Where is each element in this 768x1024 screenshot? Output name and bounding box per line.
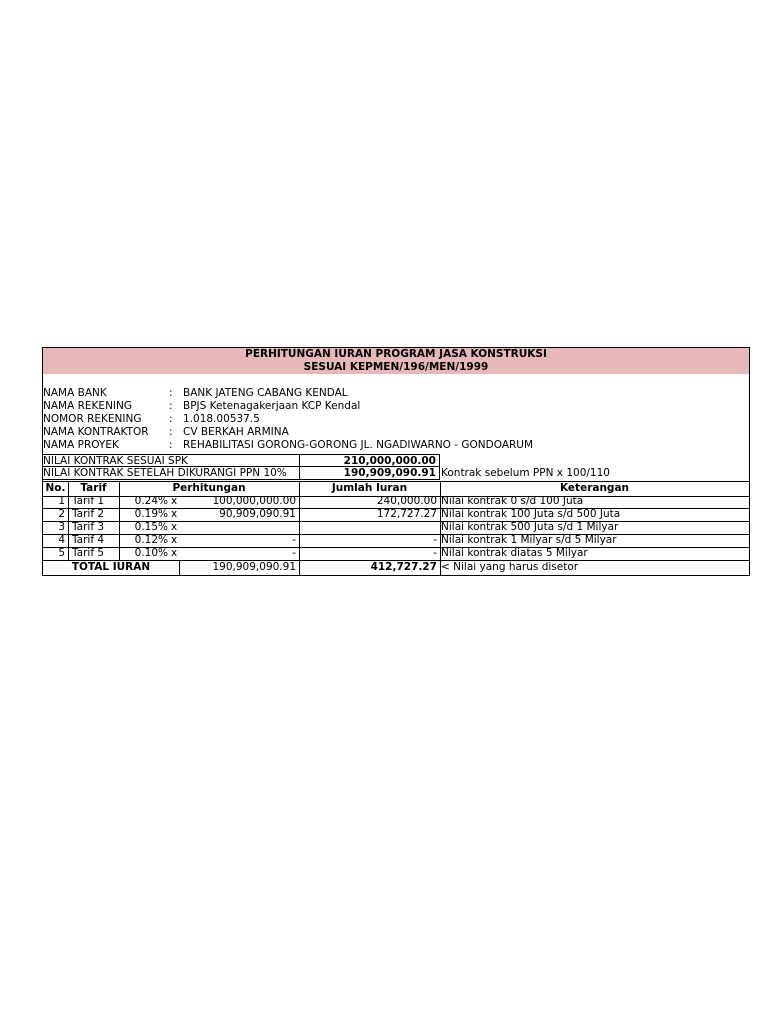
info-label: NAMA KONTRAKTOR — [43, 426, 149, 438]
header-no: No. — [45, 482, 66, 494]
info-label: NOMOR REKENING — [43, 413, 142, 425]
info-colon: : — [169, 426, 173, 438]
row-jumlah: - — [433, 547, 437, 559]
total-jumlah: 412,727.27 — [370, 561, 437, 573]
total-base: 190,909,090.91 — [212, 561, 296, 573]
row-pct: 0.12% — [134, 534, 168, 546]
info-value: 1.018.00537.5 — [183, 413, 260, 425]
info-colon: : — [169, 439, 173, 451]
row-tarif: Tarif 1 — [72, 495, 105, 507]
row-no: 5 — [58, 547, 65, 559]
row-tarif: Tarif 5 — [72, 547, 105, 559]
contract-net-row — [43, 467, 749, 480]
total-row — [43, 561, 749, 574]
row-tarif: Tarif 4 — [72, 534, 105, 546]
row-jumlah: 240,000.00 — [376, 495, 437, 507]
row-no: 3 — [58, 521, 65, 533]
row-keterangan: Nilai kontrak 100 Juta s/d 500 Juta — [441, 508, 621, 520]
title-line-2: SESUAI KEPMEN/196/MEN/1999 — [303, 361, 489, 373]
row-x: x — [171, 508, 178, 520]
total-keterangan: < Nilai yang harus disetor — [441, 561, 579, 573]
contract-spk-row — [43, 454, 749, 467]
row-pct: 0.24% — [134, 495, 168, 507]
info-value: REHABILITASI GORONG-GORONG JL. NGADIWARNO - GONDOARUM — [183, 439, 534, 451]
row-pct: 0.10% — [134, 547, 168, 559]
contract-spk-label: NILAI KONTRAK SESUAI SPK — [43, 454, 299, 467]
row-pct: 0.15% — [134, 521, 168, 533]
header-keterangan: Keterangan — [559, 482, 630, 494]
row-pct: 0.19% — [134, 508, 168, 520]
header-perhitungan: Perhitungan — [172, 482, 246, 494]
row-jumlah — [299, 521, 440, 534]
info-value: BANK JATENG CABANG KENDAL — [183, 387, 348, 399]
table-row — [43, 508, 749, 522]
contract-net-label: NILAI KONTRAK SETELAH DIKURANGI PPN 10% — [43, 467, 299, 480]
info-colon: : — [169, 400, 173, 412]
info-colon: : — [169, 387, 173, 399]
info-value: BPJS Ketenagakerjaan KCP Kendal — [183, 400, 361, 412]
row-base: - — [292, 547, 296, 559]
title-line-1: PERHITUNGAN IURAN PROGRAM JASA KONSTRUKSI — [245, 348, 547, 360]
info-row-nomor — [43, 413, 749, 426]
row-base: 100,000,000.00 — [212, 495, 296, 507]
row-no: 2 — [58, 508, 65, 520]
info-label: NAMA BANK — [43, 387, 107, 399]
table-row — [43, 534, 749, 548]
row-jumlah: 172,727.27 — [376, 508, 437, 520]
row-x: x — [171, 534, 178, 546]
grid-line — [179, 561, 180, 575]
table-row — [43, 521, 749, 535]
header-tarif: Tarif — [80, 482, 107, 494]
row-base — [183, 521, 299, 534]
table-row — [43, 495, 749, 509]
info-colon: : — [169, 413, 173, 425]
grid-line — [68, 481, 69, 561]
row-keterangan: Nilai kontrak diatas 5 Milyar — [441, 547, 588, 559]
contract-net-note: Kontrak sebelum PPN x 100/110 — [441, 467, 610, 479]
info-label: NAMA PROYEK — [43, 439, 119, 451]
row-jumlah: - — [433, 534, 437, 546]
info-value: CV BERKAH ARMINA — [183, 426, 289, 438]
row-no: 1 — [58, 495, 65, 507]
row-base: 90,909,090.91 — [219, 508, 296, 520]
table-row — [43, 547, 749, 561]
contract-net-value: 190,909,090.91 — [299, 467, 440, 480]
title-band — [43, 348, 749, 374]
row-keterangan: Nilai kontrak 0 s/d 100 Juta — [441, 495, 584, 507]
header-jumlah: Jumlah Iuran — [331, 482, 408, 494]
row-base: - — [292, 534, 296, 546]
info-row-rekening — [43, 400, 749, 413]
row-x: x — [171, 495, 178, 507]
row-tarif: Tarif 2 — [72, 508, 105, 520]
row-no: 4 — [58, 534, 65, 546]
grid-line — [440, 481, 441, 575]
contract-spk-value: 210,000,000.00 — [299, 454, 440, 467]
grid-line — [299, 481, 300, 575]
info-row-bank — [43, 387, 749, 400]
total-label: TOTAL IURAN — [71, 561, 151, 573]
info-row-kontraktor — [43, 426, 749, 439]
row-keterangan: Nilai kontrak 1 Milyar s/d 5 Milyar — [441, 534, 617, 546]
info-label: NAMA REKENING — [43, 400, 133, 412]
row-x: x — [171, 547, 178, 559]
calculation-sheet — [42, 347, 750, 576]
row-x: x — [171, 521, 178, 533]
info-row-proyek — [43, 439, 749, 452]
grid-line — [119, 481, 120, 561]
row-keterangan: Nilai kontrak 500 Juta s/d 1 Milyar — [441, 521, 619, 533]
row-tarif: Tarif 3 — [72, 521, 105, 533]
